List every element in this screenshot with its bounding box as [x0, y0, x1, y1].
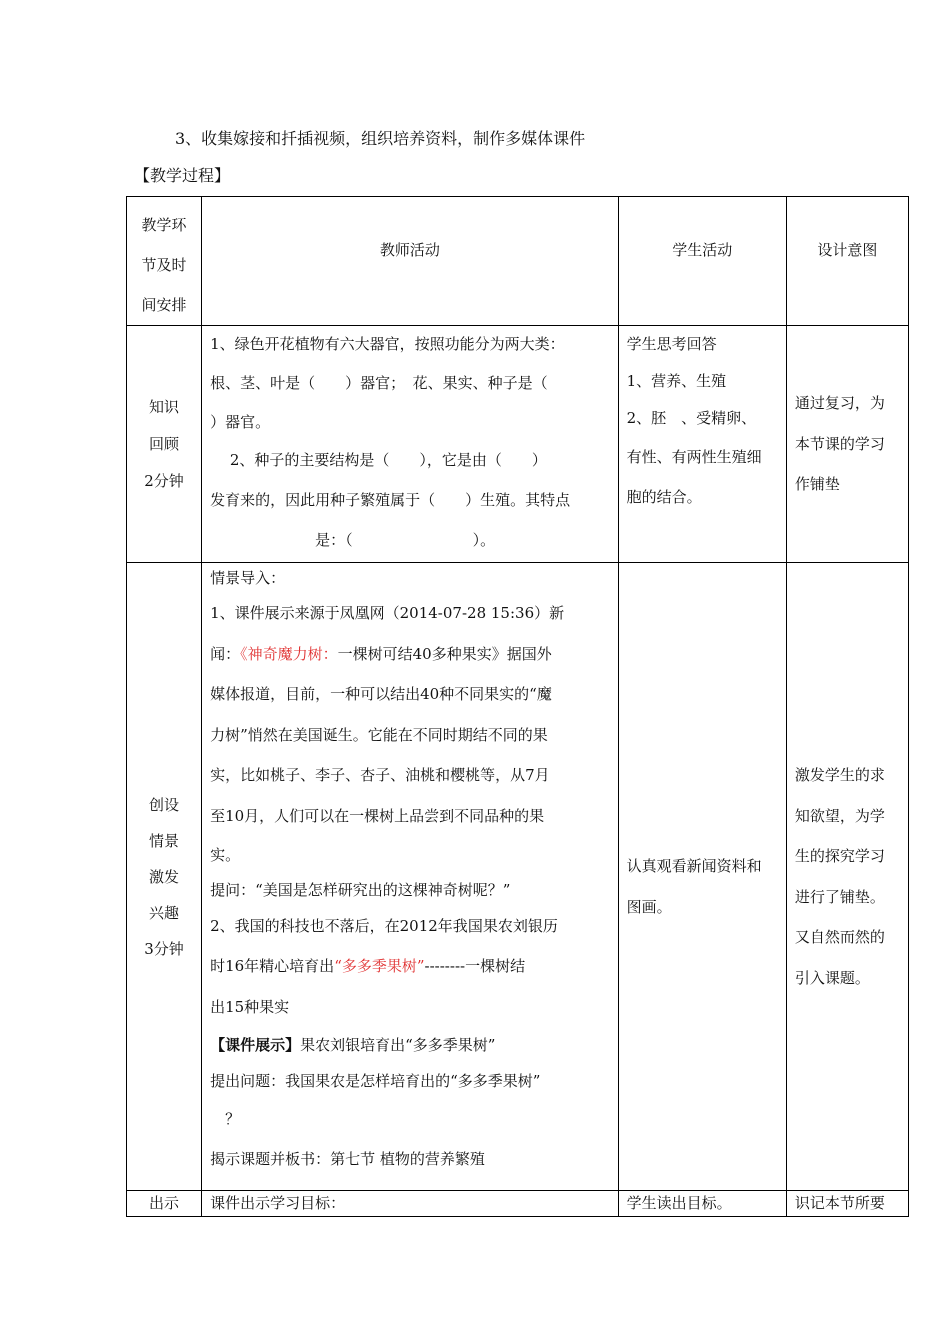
intent-line: 进行了铺垫。 [794, 887, 885, 906]
phase-line: 知识 [149, 397, 180, 416]
phase-line: 情景 [149, 831, 180, 850]
header-phase-line: 教学环 [141, 216, 187, 234]
courseware-tag: 【课件展示】 [210, 1036, 301, 1054]
teacher-line: 揭示课题并板书：第七节 植物的营养繁殖 [210, 1150, 485, 1168]
header-teacher [202, 197, 619, 326]
teacher-line: 情景导入： [210, 569, 286, 587]
phase-line: 2分钟 [144, 471, 184, 490]
intent-line: 作铺垫 [794, 475, 840, 494]
teacher-line: 提问：“美国是怎样研究出的这棵神奇树呢？” [210, 881, 511, 899]
section-heading: 【教学过程】 [134, 166, 231, 185]
intent-line: 激发学生的求 [794, 766, 885, 784]
intent-line: 通过复习，为 [794, 394, 885, 413]
phase-line: 兴趣 [149, 903, 180, 922]
intent-line: 生的探究学习 [794, 847, 885, 865]
student-line: 有性、有两性生殖细 [626, 448, 762, 466]
student-line: 学生读出目标。 [626, 1194, 732, 1212]
student-line: 胞的结合。 [626, 488, 702, 506]
student-cell-review [618, 326, 786, 563]
teacher-text: 闻： [210, 644, 241, 663]
header-student-label: 学生活动 [672, 241, 733, 259]
teacher-line: 提出问题：我国果农是怎样培育出的“多多季果树” [210, 1072, 541, 1090]
phase-line: 3分钟 [144, 939, 184, 958]
teacher-line [210, 634, 612, 675]
teacher-line: ？ [210, 1110, 241, 1128]
phase-cell-review [127, 326, 202, 563]
student-line: 1、营养、生殖 [626, 372, 727, 390]
table-row-objectives [127, 1191, 909, 1217]
table-row-review [127, 326, 909, 563]
teacher-line: 课件出示学习目标： [210, 1194, 346, 1212]
teacher-line: 出15种果实 [210, 997, 290, 1016]
header-phase [127, 197, 202, 326]
teaching-process-table [126, 196, 909, 1217]
header-intent [786, 197, 908, 326]
teacher-line: 是：（ ）。 [210, 531, 496, 549]
teacher-line: 1、课件展示来源于凤凰网（2014-07-28 15:36）新 [210, 604, 565, 622]
student-line: 学生思考回答 [626, 335, 717, 353]
teacher-text: 一棵树可结40多种果实》据国外 [337, 644, 552, 663]
teacher-line: 发育来的，因此用种子繁殖属于（ ）生殖。其特点 [210, 491, 571, 509]
teacher-cell-review [202, 326, 619, 563]
teacher-line: 2、种子的主要结构是（ ），它是由（ ） [210, 451, 547, 469]
teacher-text: 果农刘银培育出“多多季果树” [300, 1036, 496, 1054]
teacher-line [210, 946, 612, 987]
teacher-text: --------一棵树结 [424, 957, 526, 975]
student-line: 2、胚 、受精卵、 [626, 409, 757, 427]
phase-cell-scenario [127, 563, 202, 1191]
teacher-line: 至10月，人们可以在一棵树上品尝到不同品种的果 [210, 806, 545, 825]
teacher-line: 力树”悄然在美国诞生。它能在不同时期结不同的果 [210, 725, 548, 744]
intent-line: 引入课题。 [794, 968, 870, 987]
prep-item-3: 3、收集嫁接和扦插视频，组织培养资料，制作多媒体课件 [175, 129, 586, 148]
intent-line: 本节课的学习 [794, 434, 885, 453]
phase-line: 激发 [149, 867, 180, 886]
phase-line: 出示 [149, 1194, 180, 1212]
table-header-row [127, 197, 909, 326]
teacher-line: 2、我国的科技也不落后，在2012年我国果农刘银历 [210, 917, 558, 935]
intent-line: 知欲望，为学 [794, 806, 885, 825]
header-intent-label: 设计意图 [817, 241, 878, 259]
phase-line: 回顾 [149, 434, 180, 453]
teacher-line: ）器官。 [210, 413, 271, 431]
teacher-cell-scenario [202, 563, 619, 1191]
header-phase-line: 节及时 [141, 256, 187, 274]
teacher-cell-objectives [202, 1191, 619, 1217]
header-phase-line: 间安排 [141, 296, 187, 314]
table-row-scenario [127, 563, 909, 1191]
intent-line: 又自然而然的 [794, 928, 885, 946]
intent-cell-review [786, 326, 908, 563]
teacher-line: 实。 [210, 846, 241, 864]
phase-cell-objectives [127, 1191, 202, 1217]
student-line: 认真观看新闻资料和 [626, 857, 762, 875]
teacher-line: 1、绿色开花植物有六大器官，按照功能分为两大类： [210, 335, 565, 353]
teacher-line: 媒体报道，目前，一种可以结出40种不同果实的“魔 [210, 685, 552, 703]
teacher-line: 实，比如桃子、李子、杏子、油桃和樱桃等，从7月 [210, 766, 550, 784]
phase-line: 创设 [149, 795, 180, 814]
header-teacher-label: 教师活动 [379, 241, 440, 259]
header-student [618, 197, 786, 326]
teacher-line [210, 1027, 612, 1063]
intent-line: 识记本节所要 [794, 1194, 885, 1212]
intent-cell-scenario [786, 563, 908, 1191]
student-line: 图画。 [626, 897, 672, 916]
teacher-text: 时16年精心培育出 [210, 957, 335, 975]
student-cell-scenario [618, 563, 786, 1191]
news-title-red: 《神奇魔力树： [240, 644, 338, 663]
student-cell-objectives [618, 1191, 786, 1217]
intent-cell-objectives [786, 1191, 908, 1217]
tree-name-red: “多多季果树” [334, 957, 425, 975]
teacher-line: 根、茎、叶是（ ）器官； 花、果实、种子是（ [210, 374, 548, 392]
